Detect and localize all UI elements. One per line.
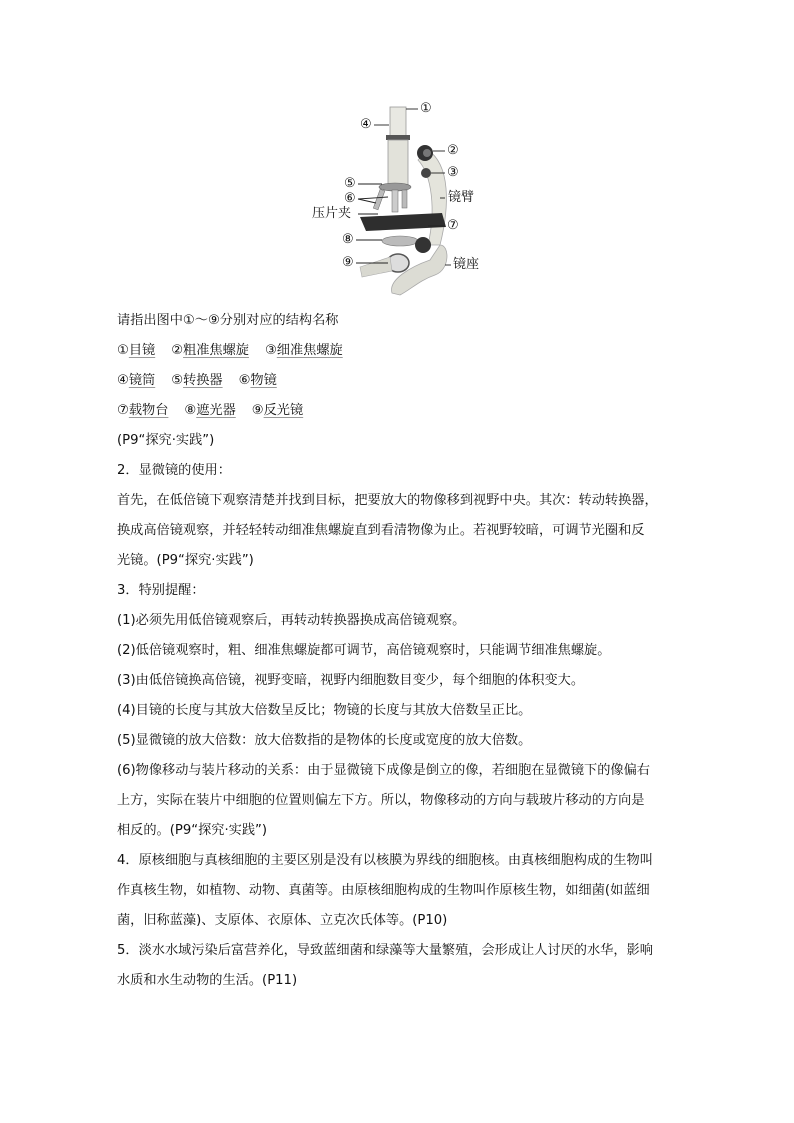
section2-heading: 2．显微镜的使用： [117,463,231,478]
section4-line: 菌，旧称蓝藻)、支原体、衣原体、立克次氏体等。(P10) [117,913,448,928]
answer-stage: 载物台 [128,403,169,418]
label-2: ② [447,143,459,158]
answer-fine-focus: 细准焦螺旋 [276,343,343,358]
question-prompt: 请指出图中①～⑨分别对应的结构名称 [117,313,339,328]
section3-heading: 3．特别提醒： [117,583,205,598]
answer-mirror: 反光镜 [263,403,304,418]
label-5: ⑤ [344,176,356,191]
section3-item: (4)目镜的长度与其放大倍数呈反比；物镜的长度与其放大倍数呈正比。 [117,703,532,718]
label-3: ③ [447,165,459,180]
question-reference: (P9“探究·实践”) [117,433,215,448]
label-7: ⑦ [447,218,459,233]
section5-line: 水质和水生动物的生活。(P11) [117,973,298,988]
answer-tube: 镜筒 [128,373,156,388]
answer-row-1: ①目镜 ②粗准焦螺旋 ③细准焦螺旋 [117,343,343,358]
label-clip: 压片夹 [312,206,352,221]
answer-row-3: ⑦载物台 ⑧遮光器 ⑨反光镜 [117,403,304,418]
section3-item: 上方，实际在装片中细胞的位置则偏左下方。所以，物像移动的方向与载玻片移动的方向是 [117,793,645,808]
answer-objective: 物镜 [250,373,277,388]
section3-item: (1)必须先用低倍镜观察后，再转动转换器换成高倍镜观察。 [117,613,466,628]
section2-line: 光镜。(P9“探究·实践”) [117,553,254,568]
label-9: ⑨ [342,255,354,270]
section5-line: 5．淡水水域污染后富营养化，导致蓝细菌和绿藻等大量繁殖，会形成让人讨厌的水华，影响 [117,943,653,958]
answer-row-2: ④镜筒 ⑤转换器 ⑥物镜 [117,373,277,388]
section3-item: (6)物像移动与装片移动的关系：由于显微镜下成像是倒立的像，若细胞在显微镜下的像偏右 [117,763,650,778]
section4-line: 作真核生物，如植物、动物、真菌等。由原核细胞构成的生物叫作原核生物，如细菌(如蓝细 [117,883,650,898]
answer-nosepiece: 转换器 [183,373,223,388]
section3-item: 相反的。(P9“探究·实践”) [117,823,267,838]
label-1: ① [420,101,432,116]
section4-line: 4．原核细胞与真核细胞的主要区别是没有以核膜为界线的细胞核。由真核细胞构成的生物叫 [117,853,653,868]
answer-eyepiece: 目镜 [128,343,156,358]
answer-diaphragm: 遮光器 [196,403,236,418]
label-arm: 镜臂 [448,190,475,205]
section2-line: 首先，在低倍镜下观察清楚并找到目标，把要放大的物像移到视野中央。其次：转动转换器， [117,493,658,508]
section3-item: (2)低倍镜观察时，粗、细准焦螺旋都可调节，高倍镜观察时，只能调节细准焦螺旋。 [117,643,611,658]
question-block [117,306,687,996]
label-4: ④ [360,117,372,132]
label-8: ⑧ [342,232,354,247]
label-base: 镜座 [453,257,480,272]
section2-line: 换成高倍镜观察，并轻轻转动细准焦螺旋直到看清物像为止。若视野较暗，可调节光圈和反 [117,523,645,538]
section3-item: (3)由低倍镜换高倍镜，视野变暗，视野内细胞数目变少，每个细胞的体积变大。 [117,673,585,688]
label-6: ⑥ [344,191,356,206]
answer-coarse-focus: 粗准焦螺旋 [183,343,249,358]
section3-item: (5)显微镜的放大倍数：放大倍数指的是物体的长度或宽度的放大倍数。 [117,733,532,748]
microscope-figure [300,95,480,305]
